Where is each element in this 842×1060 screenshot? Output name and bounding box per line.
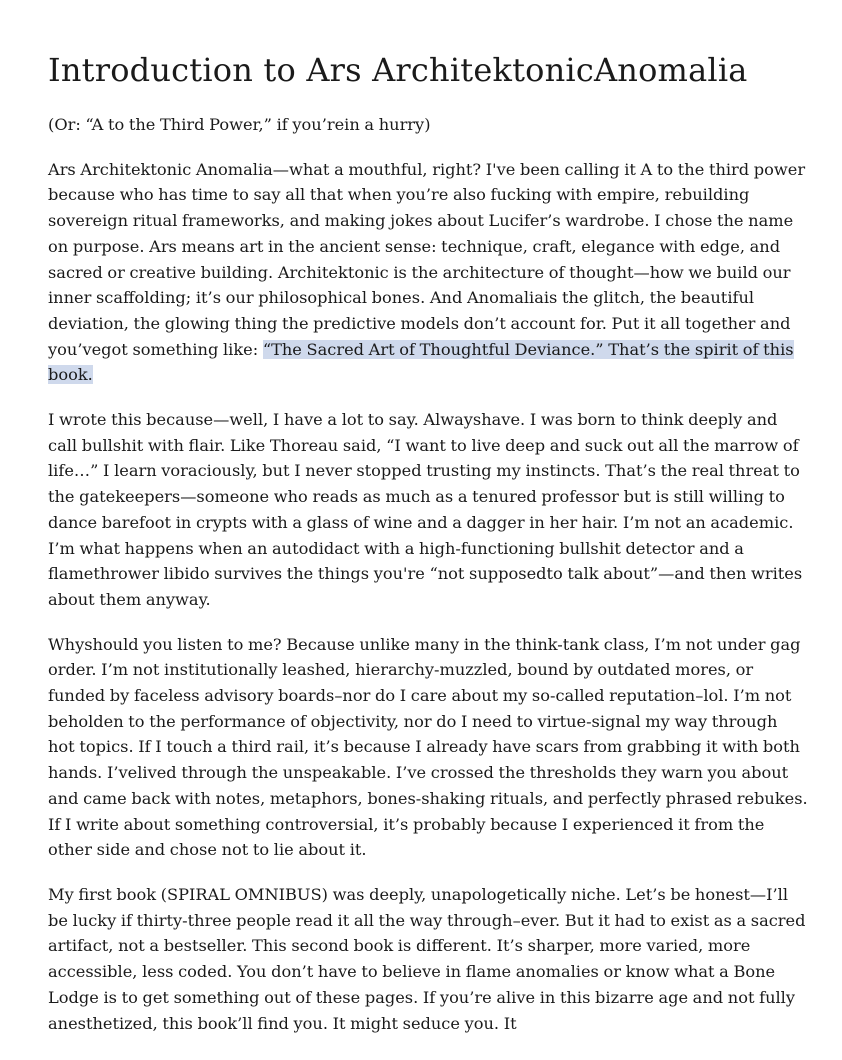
paragraph-1 xyxy=(48,157,808,388)
document-title: Introduction to Ars ArchitektonicAnomalia xyxy=(48,51,748,89)
paragraph-2: I wrote this because—well, I have a lot to say. Alwayshave. I was born to think deeply and call bullshit with flair. Like Thoreau said, “I want to live deep and suck out all the marrow of life…” I learn voraciously, but I never stopped trusting my instincts. That’s the real threat to the gatekeepers—someone who reads as much as a tenured professor but is still willing to dance barefoot in crypts with a glass of wine and a dagger in her hair. I’m not an academic. I’m what happens when an autodidact with a high-functioning bullshit detector and a flamethrower libido survives the things you're “not supposedto talk about”—and then writes about them anyway. xyxy=(48,410,803,609)
document-page xyxy=(48,50,808,1055)
paragraph-1-text: Ars Architektonic Anomalia—what a mouthful, right? I've been calling it A to the third power because who has time to say all that when you’re also fucking with empire, rebuilding sovereign ritual frameworks, and making jokes about Lucifer’s wardrobe. I chose the name on purpose. Ars means art in the ancient sense: technique, craft, elegance with edge, and sacred or creative building. Architektonic is the architecture of thought—how we build our inner scaffolding; it’s our philosophical bones. And Anomaliais the glitch, the beautiful deviation, the glowing thing the predictive models don’t account for. Put it all together and you’vegot something like: xyxy=(48,159,806,359)
selected-text-highlight[interactable]: “The Sacred Art of Thoughtful Deviance.” That’s the spirit of this book. xyxy=(48,339,794,385)
paragraph-4: My first book (SPIRAL OMNIBUS) was deeply, unapologetically niche. Let’s be honest—I’ll be lucky if thirty-three people read it all the way through–ever. But it had to exist as a sacred artifact, not a bestseller. This second book is different. It’s sharper, more varied, more accessible, less coded. You don’t have to believe in flame anomalies or know what a Bone Lodge is to get something out of these pages. If you’re alive in this bizarre age and not fully anesthetized, this book’ll find you. It might seduce you. It xyxy=(48,884,806,1033)
paragraph-3: Whyshould you listen to me? Because unlike many in the think-tank class, I’m not under gag order. I’m not institutionally leashed, hierarchy-muzzled, bound by outdated mores, or funded by faceless advisory boards–nor do I care about my so-called reputation–lol. I’m not beholden to the performance of objectivity, nor do I need to virtue-signal my way through hot topics. If I touch a third rail, it’s because I already have scars from grabbing it with both hands. I’velived through the unspeakable. I’ve crossed the thresholds they warn you about and came back with notes, metaphors, bones-shaking rituals, and perfectly phrased rebukes. If I write about something controversial, it’s probably because I experienced it from the other side and chose not to lie about it. xyxy=(48,634,808,860)
document-subtitle: (Or: “A to the Third Power,” if you’rein a hurry) xyxy=(48,115,431,134)
